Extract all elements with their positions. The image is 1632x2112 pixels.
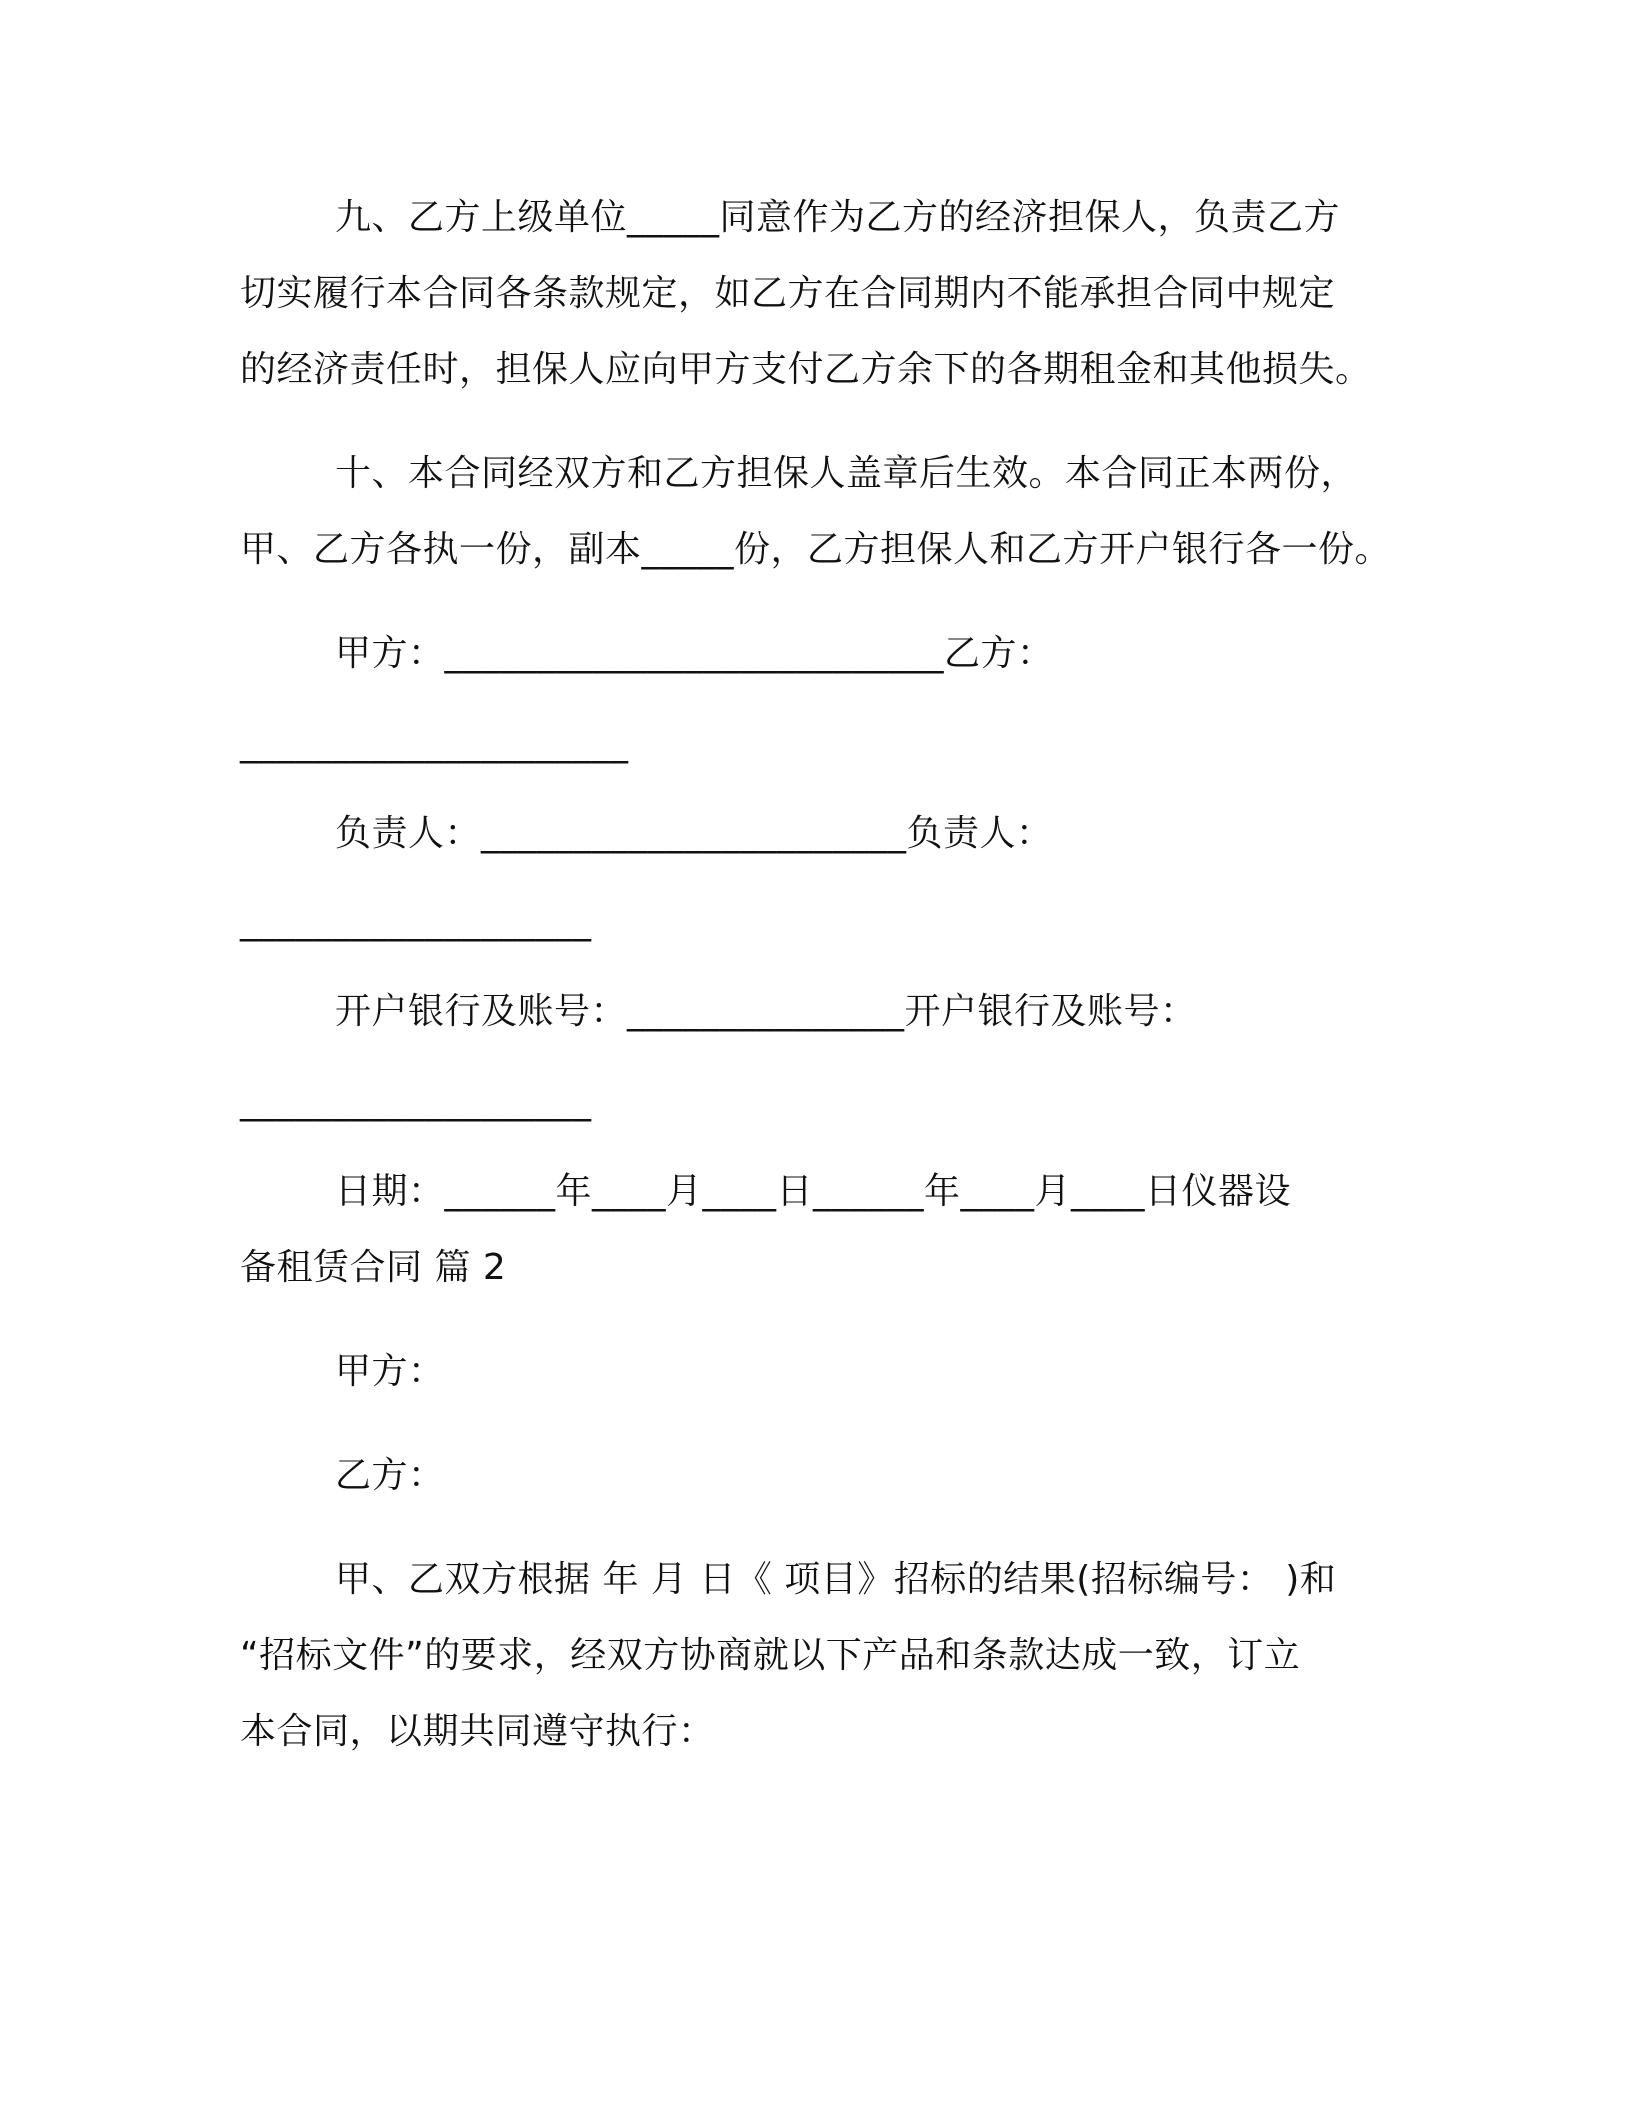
- section-title-line: 备租赁合同 篇 2: [240, 1247, 507, 1288]
- date-line: 日期：______年____月____日______年____月____日仪器设: [335, 1171, 1292, 1212]
- party-a-b-line: 甲方：___________________________乙方：: [335, 633, 1054, 674]
- responsible-person-blank-line: ___________________: [240, 901, 592, 942]
- clause-9-line-2: 切实履行本合同各条款规定，如乙方在合同期内不能承担合同中规定: [240, 273, 1336, 314]
- clause-9-line-3: 的经济责任时，担保人应向甲方支付乙方余下的各期租金和其他损失。: [240, 349, 1372, 390]
- clause-10-line-2: 甲、乙方各执一份，副本_____份，乙方担保人和乙方开户银行各一份。: [240, 529, 1392, 570]
- party-b-label: 乙方：: [335, 1455, 445, 1496]
- bank-account-blank-line: ___________________: [240, 1081, 592, 1122]
- preamble-line-1: 甲、乙双方根据 年 月 日《 项目》招标的结果(招标编号： )和: [335, 1559, 1337, 1600]
- clause-9-line-1: 九、乙方上级单位_____同意作为乙方的经济担保人，负责乙方: [335, 197, 1341, 238]
- party-b-blank-line: _____________________: [240, 723, 629, 764]
- party-a-label: 甲方：: [335, 1351, 445, 1392]
- preamble-line-3: 本合同，以期共同遵守执行：: [240, 1711, 715, 1752]
- bank-account-line: 开户银行及账号：_______________开户银行及账号：: [335, 991, 1197, 1032]
- clause-10-line-1: 十、本合同经双方和乙方担保人盖章后生效。本合同正本两份，: [335, 453, 1358, 494]
- responsible-person-line: 负责人：_______________________负责人：: [335, 813, 1053, 854]
- preamble-line-2: “招标文件”的要求，经双方协商就以下产品和条款达成一致，订立: [240, 1635, 1301, 1676]
